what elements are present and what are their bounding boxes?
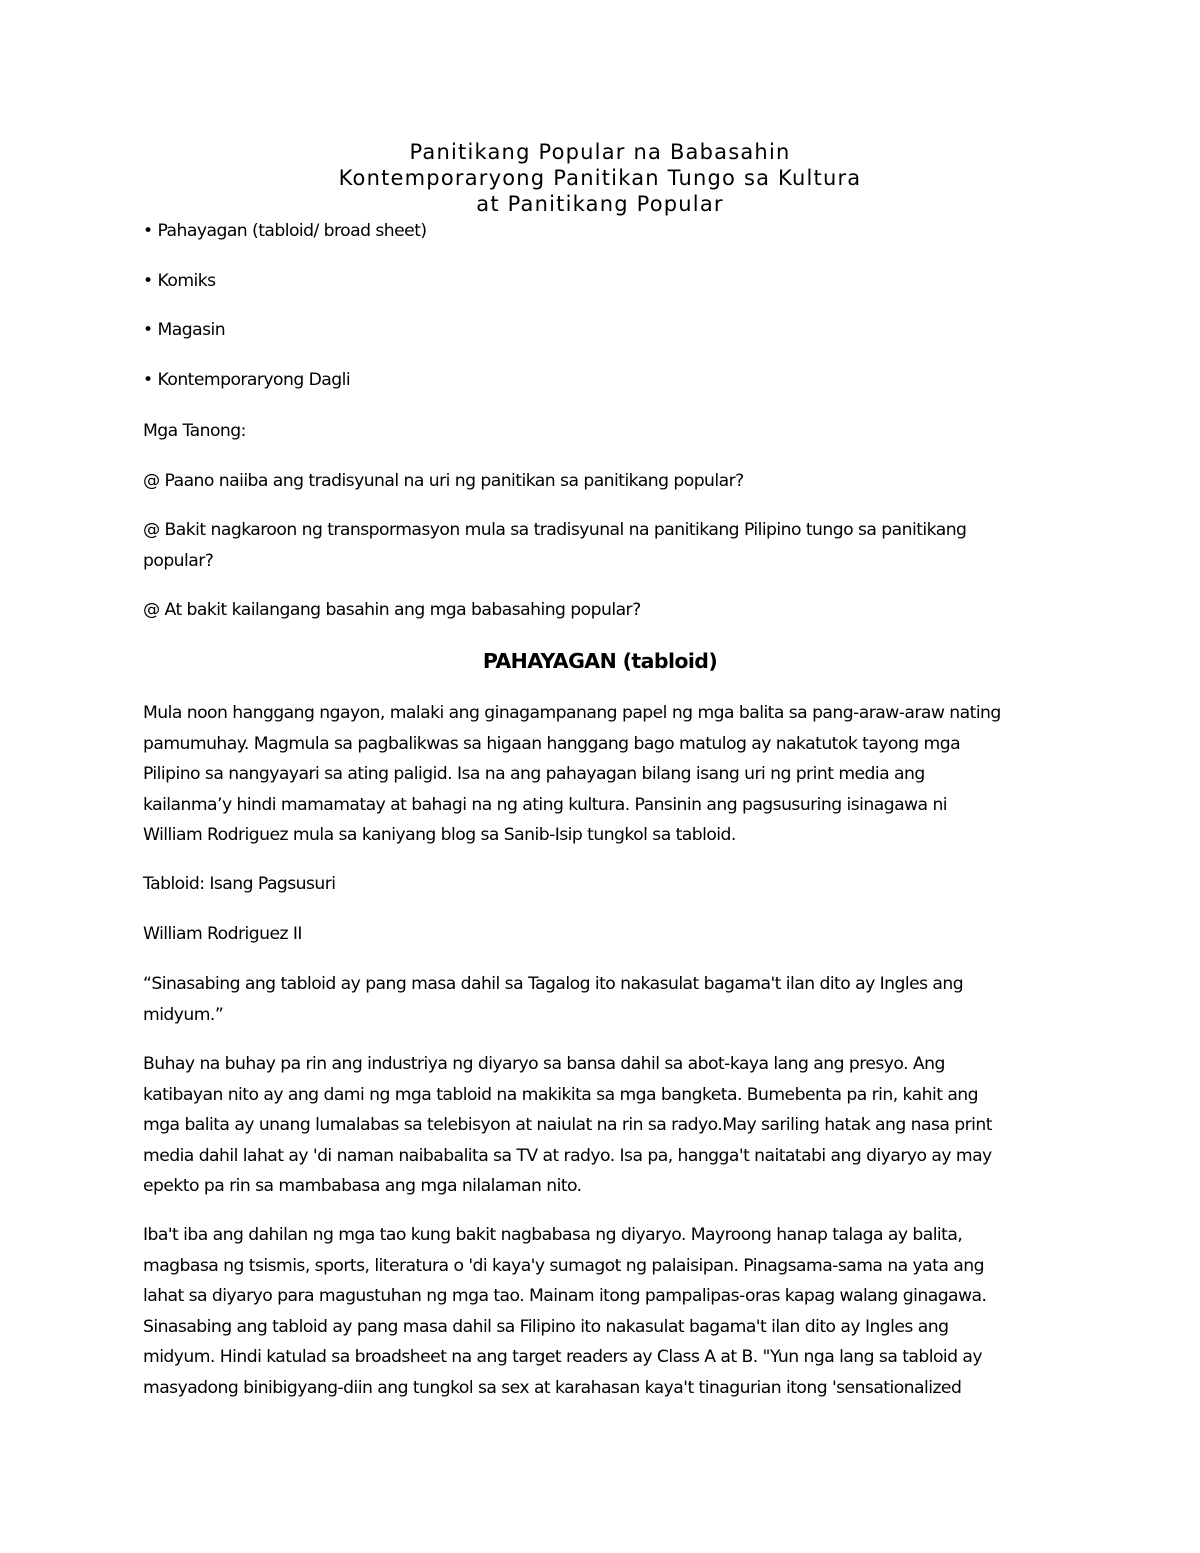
paragraph-line: Mula noon hanggang ngayon, malaki ang ginagampanang papel ng mga balita sa pang-araw-araw nating xyxy=(143,703,1001,723)
article-quote xyxy=(143,969,1063,1030)
paragraph-2 xyxy=(143,1049,1063,1202)
question-2-line: @ Bakit nagkaroon ng transpormasyon mula sa tradisyunal na panitikang Pilipino tungo sa panitikang xyxy=(143,520,967,540)
paragraph-line: Sinasabing ang tabloid ay pang masa dahil sa Filipino ito nakasulat bagama't ilan dito ay Ingles ang xyxy=(143,1316,949,1337)
paragraph-line: Iba't iba ang dahilan ng mga tao kung bakit nagbabasa ng diyaryo. Mayroong hanap talaga ay balita, xyxy=(143,1225,963,1245)
article-title: Tabloid: Isang Pagsusuri xyxy=(143,874,336,894)
paragraph-line: mga balita ay unang lumalabas sa telebisyon at naiulat na rin sa radyo.May sariling hatak ang nasa print xyxy=(143,1115,992,1135)
paragraph-line: lahat sa diyaryo para magustuhan ng mga tao. Mainam itong pampalipas-oras kapag walang ginagawa. xyxy=(143,1286,987,1306)
bullet-item: • Komiks xyxy=(143,271,216,291)
question-3: @ At bakit kailangang basahin ang mga babasahing popular? xyxy=(143,600,641,620)
bullet-item: • Pahayagan (tabloid/ broad sheet) xyxy=(143,221,427,241)
quote-line: midyum.” xyxy=(143,1004,224,1025)
paragraph-line: midyum. Hindi katulad sa broadsheet na ang target readers ay Class A at B. "Yun nga lang sa tabloid ay xyxy=(143,1347,983,1367)
paragraph-line: kailanma’y hindi mamamatay at bahagi na ng ating kultura. Pansinin ang pagsusuring isinagawa ni xyxy=(143,794,948,815)
paragraph-line: Pilipino sa nangyayari sa ating paligid. Isa na ang pahayagan bilang isang uri ng print media ang xyxy=(143,764,925,784)
paragraph-line: magbasa ng tsismis, sports, literatura o 'di kaya'y sumagot ng palaisipan. Pinagsama-sama na yata ang xyxy=(143,1255,984,1276)
paragraph-line: Buhay na buhay pa rin ang industriya ng diyaryo sa bansa dahil sa abot-kaya lang ang presyo. Ang xyxy=(143,1054,945,1074)
bullet-item: • Magasin xyxy=(143,320,226,340)
title-line-2: Kontemporaryong Panitikan Tungo sa Kultura xyxy=(338,166,862,190)
paragraph-line: epekto pa rin sa mambabasa ang mga nilalaman nito. xyxy=(143,1176,582,1196)
section-heading: PAHAYAGAN (tabloid) xyxy=(482,649,718,673)
intro-paragraph xyxy=(143,698,1063,851)
question-2 xyxy=(143,515,1063,576)
paragraph-line: William Rodriguez mula sa kaniyang blog sa Sanib-Isip tungkol sa tabloid. xyxy=(143,825,736,845)
title-line-3: at Panitikang Popular xyxy=(476,192,724,216)
questions-label: Mga Tanong: xyxy=(143,421,246,441)
document-title xyxy=(0,139,1200,217)
bullet-item: • Kontemporaryong Dagli xyxy=(143,370,351,390)
paragraph-3 xyxy=(143,1220,1063,1403)
quote-line: “Sinasabing ang tabloid ay pang masa dahil sa Tagalog ito nakasulat bagama't ilan dito ay Ingles ang xyxy=(143,974,964,994)
question-1: @ Paano naiiba ang tradisyunal na uri ng panitikan sa panitikang popular? xyxy=(143,471,744,491)
paragraph-line: media dahil lahat ay 'di naman naibabalita sa TV at radyo. Isa pa, hangga't naitatabi ang diyaryo ay may xyxy=(143,1145,992,1166)
paragraph-line: masyadong binibigyang-diin ang tungkol sa sex at karahasan kaya't tinagurian itong 'sensationalized xyxy=(143,1377,962,1398)
paragraph-line: katibayan nito ay ang dami ng mga tabloid na makikita sa mga bangketa. Bumebenta pa rin, kahit ang xyxy=(143,1084,978,1105)
article-author: William Rodriguez II xyxy=(143,924,302,944)
paragraph-line: pamumuhay. Magmula sa pagbalikwas sa higaan hanggang bago matulog ay nakatutok tayong mga xyxy=(143,733,961,754)
question-2-line: popular? xyxy=(143,550,214,571)
title-line-1: Panitikang Popular na Babasahin xyxy=(409,140,791,164)
